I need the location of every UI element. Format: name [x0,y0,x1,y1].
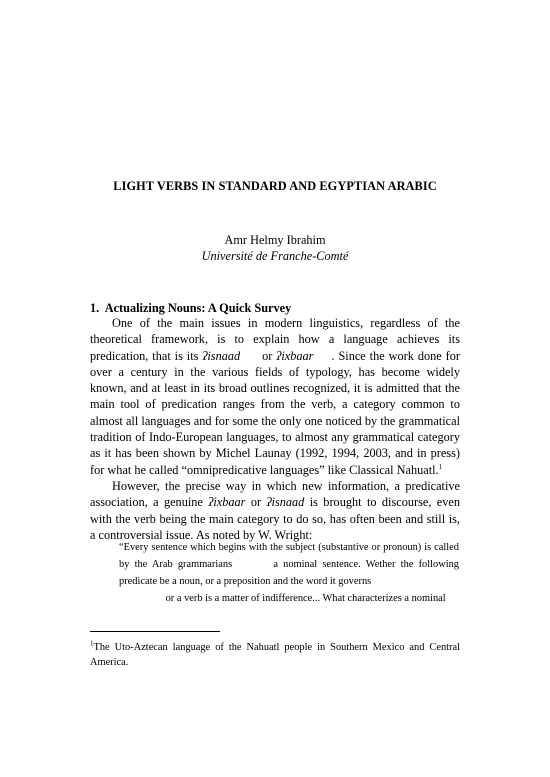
footnote-mark: 1 [90,639,94,648]
arabic-term: ʔixbaar [208,495,246,510]
arabic-term: ʔixbaar [276,348,314,363]
footnote-separator [90,631,220,632]
conjunction-text: or [262,348,273,363]
section-number: 1. [90,301,100,315]
quote-segment: a nominal sentence. Wether the following predicate be a noun, or a preposition and the word it governs [119,558,459,587]
block-quote [119,540,459,608]
quote-segment: “Every sentence which begins with the subject (substantive or pronoun) is called by the Arab grammarians [119,542,459,570]
quote-segment: or a verb is a matter of indifference... What characterizes a nominal [165,592,446,604]
author-affiliation: Université de Franche-Comté [201,249,349,263]
section-heading [90,301,291,316]
section-title: Actualizing Nouns: A Quick Survey [104,301,292,315]
footnote [90,640,460,670]
paragraph [90,478,460,543]
conjunction-text: or [250,495,262,510]
author-name: Amr Helmy Ibrahim [224,233,326,247]
paragraph-text: . Since the work done for over a century in the various fields of typology, has become widely known, and at least in its broad outlines recognized, it is admitted that the main tool of predication ranges from the verb, a category common to almost all languages and for some the only one noticed by the grammatical tradition of Indo-European languages, to almost any grammatical category as it has been shown by Michel Launay (1992, 1994, 2003, and in press) for what he called “omnipredicative languages” like Classical Nahuatl. [90,348,460,477]
paper-title: LIGHT VERBS IN STANDARD AND EGYPTIAN ARABIC [113,179,437,193]
paragraph-text: One of the main issues in modern linguistics, regardless of the theoretical framework, is to explain how a language achieves its predication, that is its [90,316,460,363]
arabic-term: ʔisnaad [266,495,305,510]
paragraph-text: is brought to discourse, even with the verb being the main category to do so, has often been and still is, a controversial issue. As noted by W. Wright: [90,495,461,542]
arabic-term: ʔisnaad [202,348,241,363]
footnote-reference: 1 [438,462,443,471]
footnote-text: The Uto-Aztecan language of the Nahuatl people in Southern Mexico and Central America. [90,642,460,668]
paragraph [90,315,460,478]
paragraph-text: However, the precise way in which new information, a predicative association, a genuine [90,478,460,510]
quote-text [119,540,459,608]
body-text [90,315,460,543]
